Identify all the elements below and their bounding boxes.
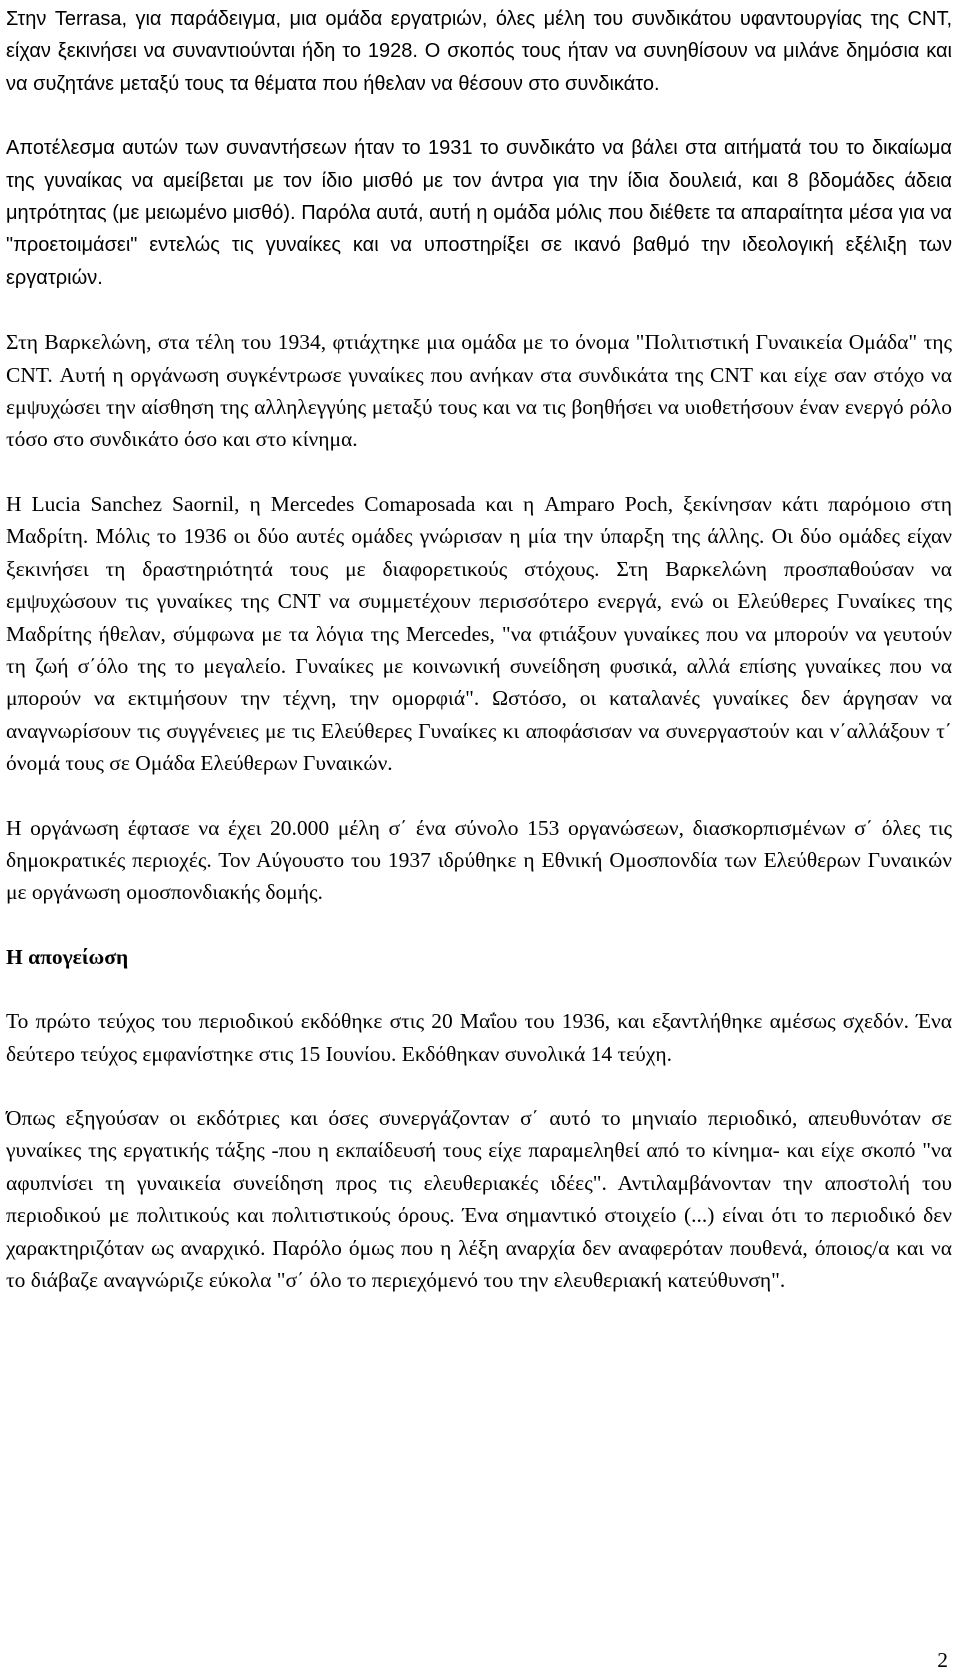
- paragraph-first-issue: Το πρώτο τεύχος του περιοδικού εκδόθηκε στις 20 Μαΐου του 1936, και εξαντλήθηκε αμέσως σχεδόν. Ένα δεύτερο τεύχος εμφανίστηκε στις 15 Ιουνίου. Εκδόθηκαν συνολικά 14 τεύχη.: [6, 1009, 952, 1066]
- paragraph-barcelona-group: Στη Βαρκελώνη, στα τέλη του 1934, φτιάχτηκε μια ομάδα με το όνομα "Πολιτιστική Γυναικεία Ομάδα" της CNT. Αυτή η οργάνωση συγκέντρωσε γυναίκες που ανήκαν στα συνδικάτα της CNT και είχε σαν στόχο να εμψυχώσει την αίσθηση της αλληλεγγύης μεταξύ τους και να τις βοηθήσει να υιοθετήσουν έναν ενεργό ρόλο τόσο στο συνδικάτο όσο και στο κίνημα.: [6, 330, 952, 452]
- paragraph-meetings-result: Αποτέλεσμα αυτών των συναντήσεων ήταν το 1931 το συνδικάτο να βάλει στα αιτήματά του το δικαίωμα της γυναίκας να αμείβεται με τον ίδιο μισθό με τον άντρα για την ίδια δουλειά, και 8 βδομάδες άδεια μητρότητας (με μειωμένο μισθό). Παρόλα αυτά, αυτή η ομάδα μόλις που διέθετε τα απαραίτητα μέσα για να "προετοιμάσει" εντελώς τις γυναίκες και να υποστηρίξει σε ικανό βαθμό την ιδεολογική εξέλιξη των εργατριών.: [6, 137, 952, 289]
- paragraph-membership: Η οργάνωση έφτασε να έχει 20.000 μέλη σ΄ ένα σύνολο 153 οργανώσεων, διασκορπισμένων σ΄ όλες τις δημοκρατικές περιοχές. Τον Αύγουστο του 1937 ιδρύθηκε η Εθνική Ομοσπονδία των Ελεύθερων Γυναικών με οργάνωση ομοσπονδιακής δομής.: [6, 815, 952, 905]
- page-number: 2: [937, 1648, 948, 1672]
- page-content: [6, 3, 952, 1296]
- paragraph-madrid-founders: Η Lucia Sanchez Saornil, η Mercedes Comaposada και η Amparo Poch, ξεκίνησαν κάτι παρόμοιο στη Μαδρίτη. Μόλις το 1936 οι δύο αυτές ομάδες γνώρισαν η μία την ύπαρξη της άλλης. Οι δύο ομάδες είχαν ξεκινήσει τη δραστηριότητά τους με διαφορετικούς στόχους. Στη Βαρκελώνη προσπαθούσαν να εμψυχώσουν τις γυναίκες της CNT να συμμετέχουν περισσότερο ενεργά, ενώ οι Ελεύθερες Γυναίκες της Μαδρίτης ήθελαν, σύμφωνα με τα λόγια της Mercedes, "να φτιάξουν γυναίκες που να μπορούν να γευτούν τη ζωή σ΄όλο της το μεγαλείο. Γυναίκες με κοινωνική συνείδηση φυσικά, αλλά επίσης γυναίκες που να μπορούν να εκτιμήσουν την τέχνη, την ομορφιά". Ωστόσο, οι καταλανές γυναίκες δεν άργησαν να αναγνωρίσουν τις συγγένειες με τις Ελεύθερες Γυναίκες κι αποφάσισαν να συνεργαστούν και ν΄αλλάξουν τ΄ όνομά τους σε Ομάδα Ελεύθερων Γυναικών.: [6, 491, 952, 776]
- section-heading: Η απογείωση: [6, 944, 129, 969]
- paragraph-terrasa: Στην Terrasa, για παράδειγμα, μια ομάδα εργατριών, όλες μέλη του συνδικάτου υφαντουργίας της CNT, είχαν ξεκινήσει να συναντιούνται ήδη το 1928. Ο σκοπός τους ήταν να συνηθίσουν να μιλάνε δημόσια και να συζητάνε μεταξύ τους τα θέματα που ήθελαν να θέσουν στο συνδικάτο.: [6, 8, 952, 95]
- paragraph-editors-aims: Όπως εξηγούσαν οι εκδότριες και όσες συνεργάζονταν σ΄ αυτό το μηνιαίο περιοδικό, απευθυνόταν σε γυναίκες της εργατικής τάξης -που η εκπαίδευσή τους είχε παραμεληθεί από το κίνημα- και είχε σκοπό "να αφυπνίσει τη γυναικεία συνείδηση προς τις ελευθεριακές ιδέες". Αντιλαμβάνονταν την αποστολή του περιοδικού με πολιτικούς και πολιτιστικούς όρους. Ένα σημαντικό στοιχείο (...) είναι ότι το περιοδικό δεν χαρακτηριζόταν ως αναρχικό. Παρόλο όμως που η λέξη αναρχία δεν αναφερόταν πουθενά, όποιος/α και να το διάβαζε αναγνώριζε εύκολα "σ΄ όλο το περιεχόμενό του την ελευθεριακή κατεύθυνση".: [6, 1105, 952, 1292]
